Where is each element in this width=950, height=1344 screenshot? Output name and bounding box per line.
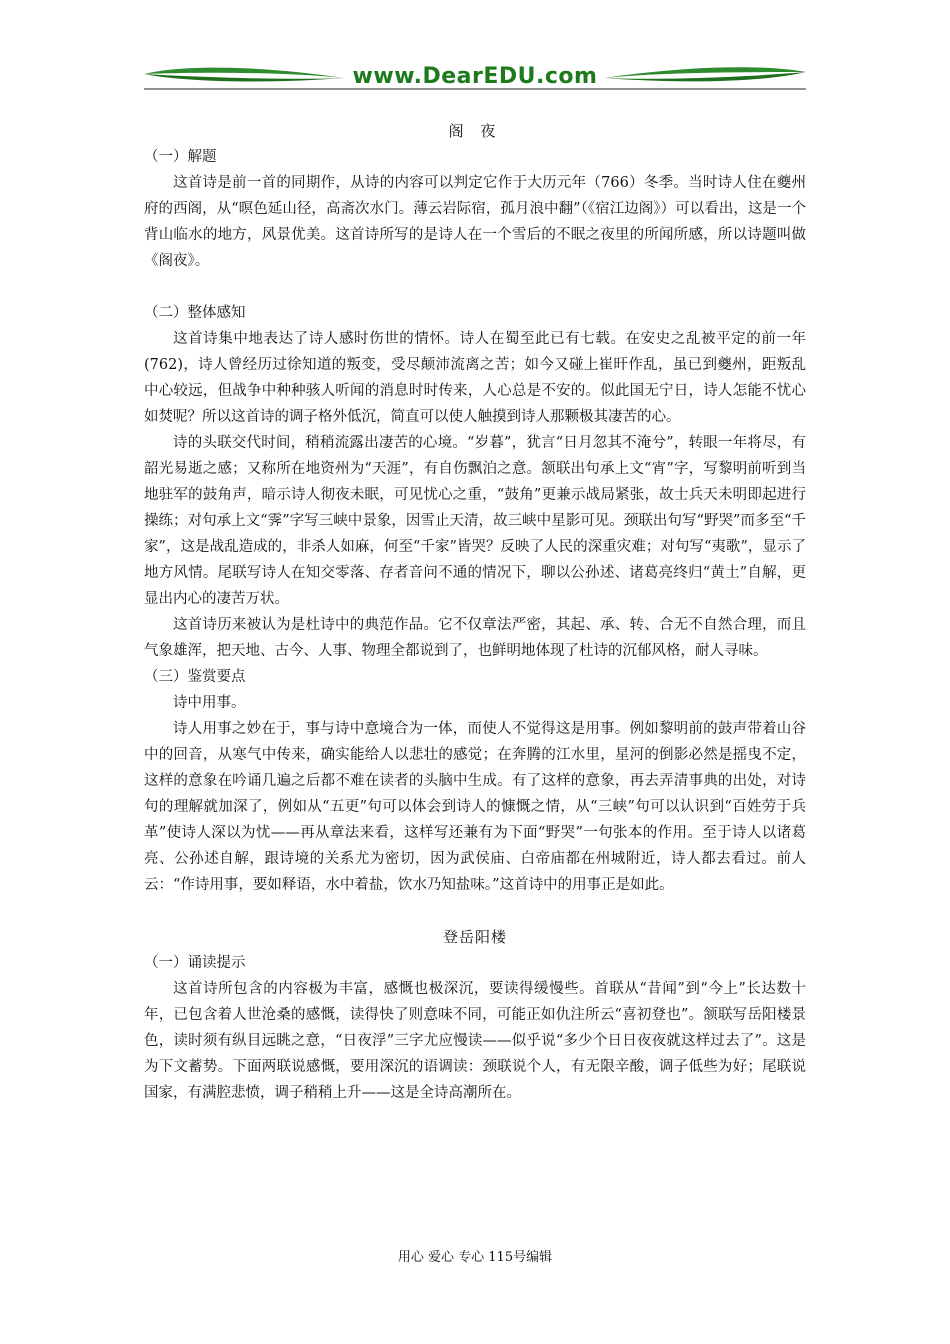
paragraph: 诗中用事。 <box>173 695 246 711</box>
page-footer: 用心 爱心 专心 115号编辑 <box>397 1250 553 1265</box>
paragraph: 这首诗是前一首的同期作，从诗的内容可以判定它作于大历元年（766）冬季。当时诗人住在夔州府的西阁，从“暝色延山径，高斋次水门。薄云岩际宿，孤月浪中翻”（《宿江边阁》）可以看出，这是一个背山临水的地方，风景优美。这首诗所写的是诗人在一个雪后的不眠之夜里的所闻所感，所以诗题叫做《阁夜》。 <box>144 175 806 269</box>
paragraph: 这首诗集中地表达了诗人感时伤世的情怀。诗人在蜀至此已有七载。在安史之乱被平定的前一年(762)，诗人曾经历过徐知道的叛变，受尽颠沛流离之苦；如今又碰上崔旰作乱，虽已到夔州，距叛乱中心较远，但战争中种种骇人听闻的消息时时传来，人心总是不安的。似此国无宁日，诗人怎能不忧心如焚呢？所以这首诗的调子格外低沉，简直可以使人触摸到诗人那颗极其凄苦的心。 <box>144 331 806 425</box>
site-logo[interactable]: www.DearEDU.com <box>352 64 598 89</box>
document-body <box>144 118 806 1106</box>
paragraph: 诗的头联交代时间，稍稍流露出凄苦的心境。“岁暮”，犹言“日月忽其不淹兮”，转眼一年将尽，有韶光易逝之感；又称所在地资州为“天涯”，有自伤飘泊之意。颔联出句承上文“宵”字，写黎明前听到当地驻军的鼓角声，暗示诗人彻夜未眠，可见忧心之重，“鼓角”更兼示战局紧张，故士兵天未明即起进行操练；对句承上文“霁”字写三峡中景象，因雪止天清，故三峡中星影可见。颈联出句写“野哭”而多至“千家”，这是战乱造成的，非杀人如麻，何至“千家”皆哭？反映了人民的深重灾难；对句写“夷歌”，显示了地方风情。尾联写诗人在知交零落、存者音问不通的情况下，聊以公孙述、诸葛亮终归“黄土”自解，更显出内心的凄苦万状。 <box>144 435 806 607</box>
article-title-deng-yue-yang-lou: 登岳阳楼 <box>442 928 507 946</box>
article-title-ge-ye: 阁 夜 <box>448 122 502 140</box>
section-heading: （一）解题 <box>144 149 217 165</box>
paragraph: 这首诗所包含的内容极为丰富，感慨也极深沉，要读得缓慢些。首联从“昔闻”到“今上”长达数十年，已包含着人世沧桑的感慨，读得快了则意味不同，可能正如仇注所云“喜初登也”。颔联写岳阳楼景色，读时须有纵目远眺之意，“日夜浮”三字尤应慢读——似乎说“多少个日日夜夜就这样过去了”。这是为下文蓄势。下面两联说感慨，要用深沉的语调读：颈联说个人，有无限辛酸，调子低些为好；尾联说国家，有满腔悲愤，调子稍稍上升——这是全诗高潮所在。 <box>144 981 806 1101</box>
paragraph: 诗人用事之妙在于，事与诗中意境合为一体，而使人不觉得这是用事。例如黎明前的鼓声带着山谷中的回音，从寒气中传来，确实能给人以悲壮的感觉；在奔腾的江水里，星河的倒影必然是摇曳不定，这样的意象在吟诵几遍之后都不难在读者的头脑中生成。有了这样的意象，再去弄清事典的出处，对诗句的理解就加深了，例如从“五更”句可以体会到诗人的慷慨之情，从“三峡”句可以认识到“百姓劳于兵革”使诗人深以为忧——再从章法来看，这样写还兼有为下面“野哭”一句张本的作用。至于诗人以诸葛亮、公孙述自解，跟诗境的关系尤为密切，因为武侯庙、白帝庙都在州城附近，诗人都去看过。前人云：“作诗用事，要如释语，水中着盐，饮水乃知盐味。”这首诗中的用事正是如此。 <box>144 721 806 893</box>
section-heading: （二）整体感知 <box>144 305 246 321</box>
paragraph: 这首诗历来被认为是杜诗中的典范作品。它不仅章法严密，其起、承、转、合无不自然合理，而且气象雄浑，把天地、古今、人事、物理全都说到了，也鲜明地体现了杜诗的沉郁风格，耐人寻味。 <box>144 617 806 659</box>
section-heading: （三）鉴赏要点 <box>144 669 246 685</box>
site-header <box>144 62 806 96</box>
section-heading: （一）诵读提示 <box>144 955 246 971</box>
